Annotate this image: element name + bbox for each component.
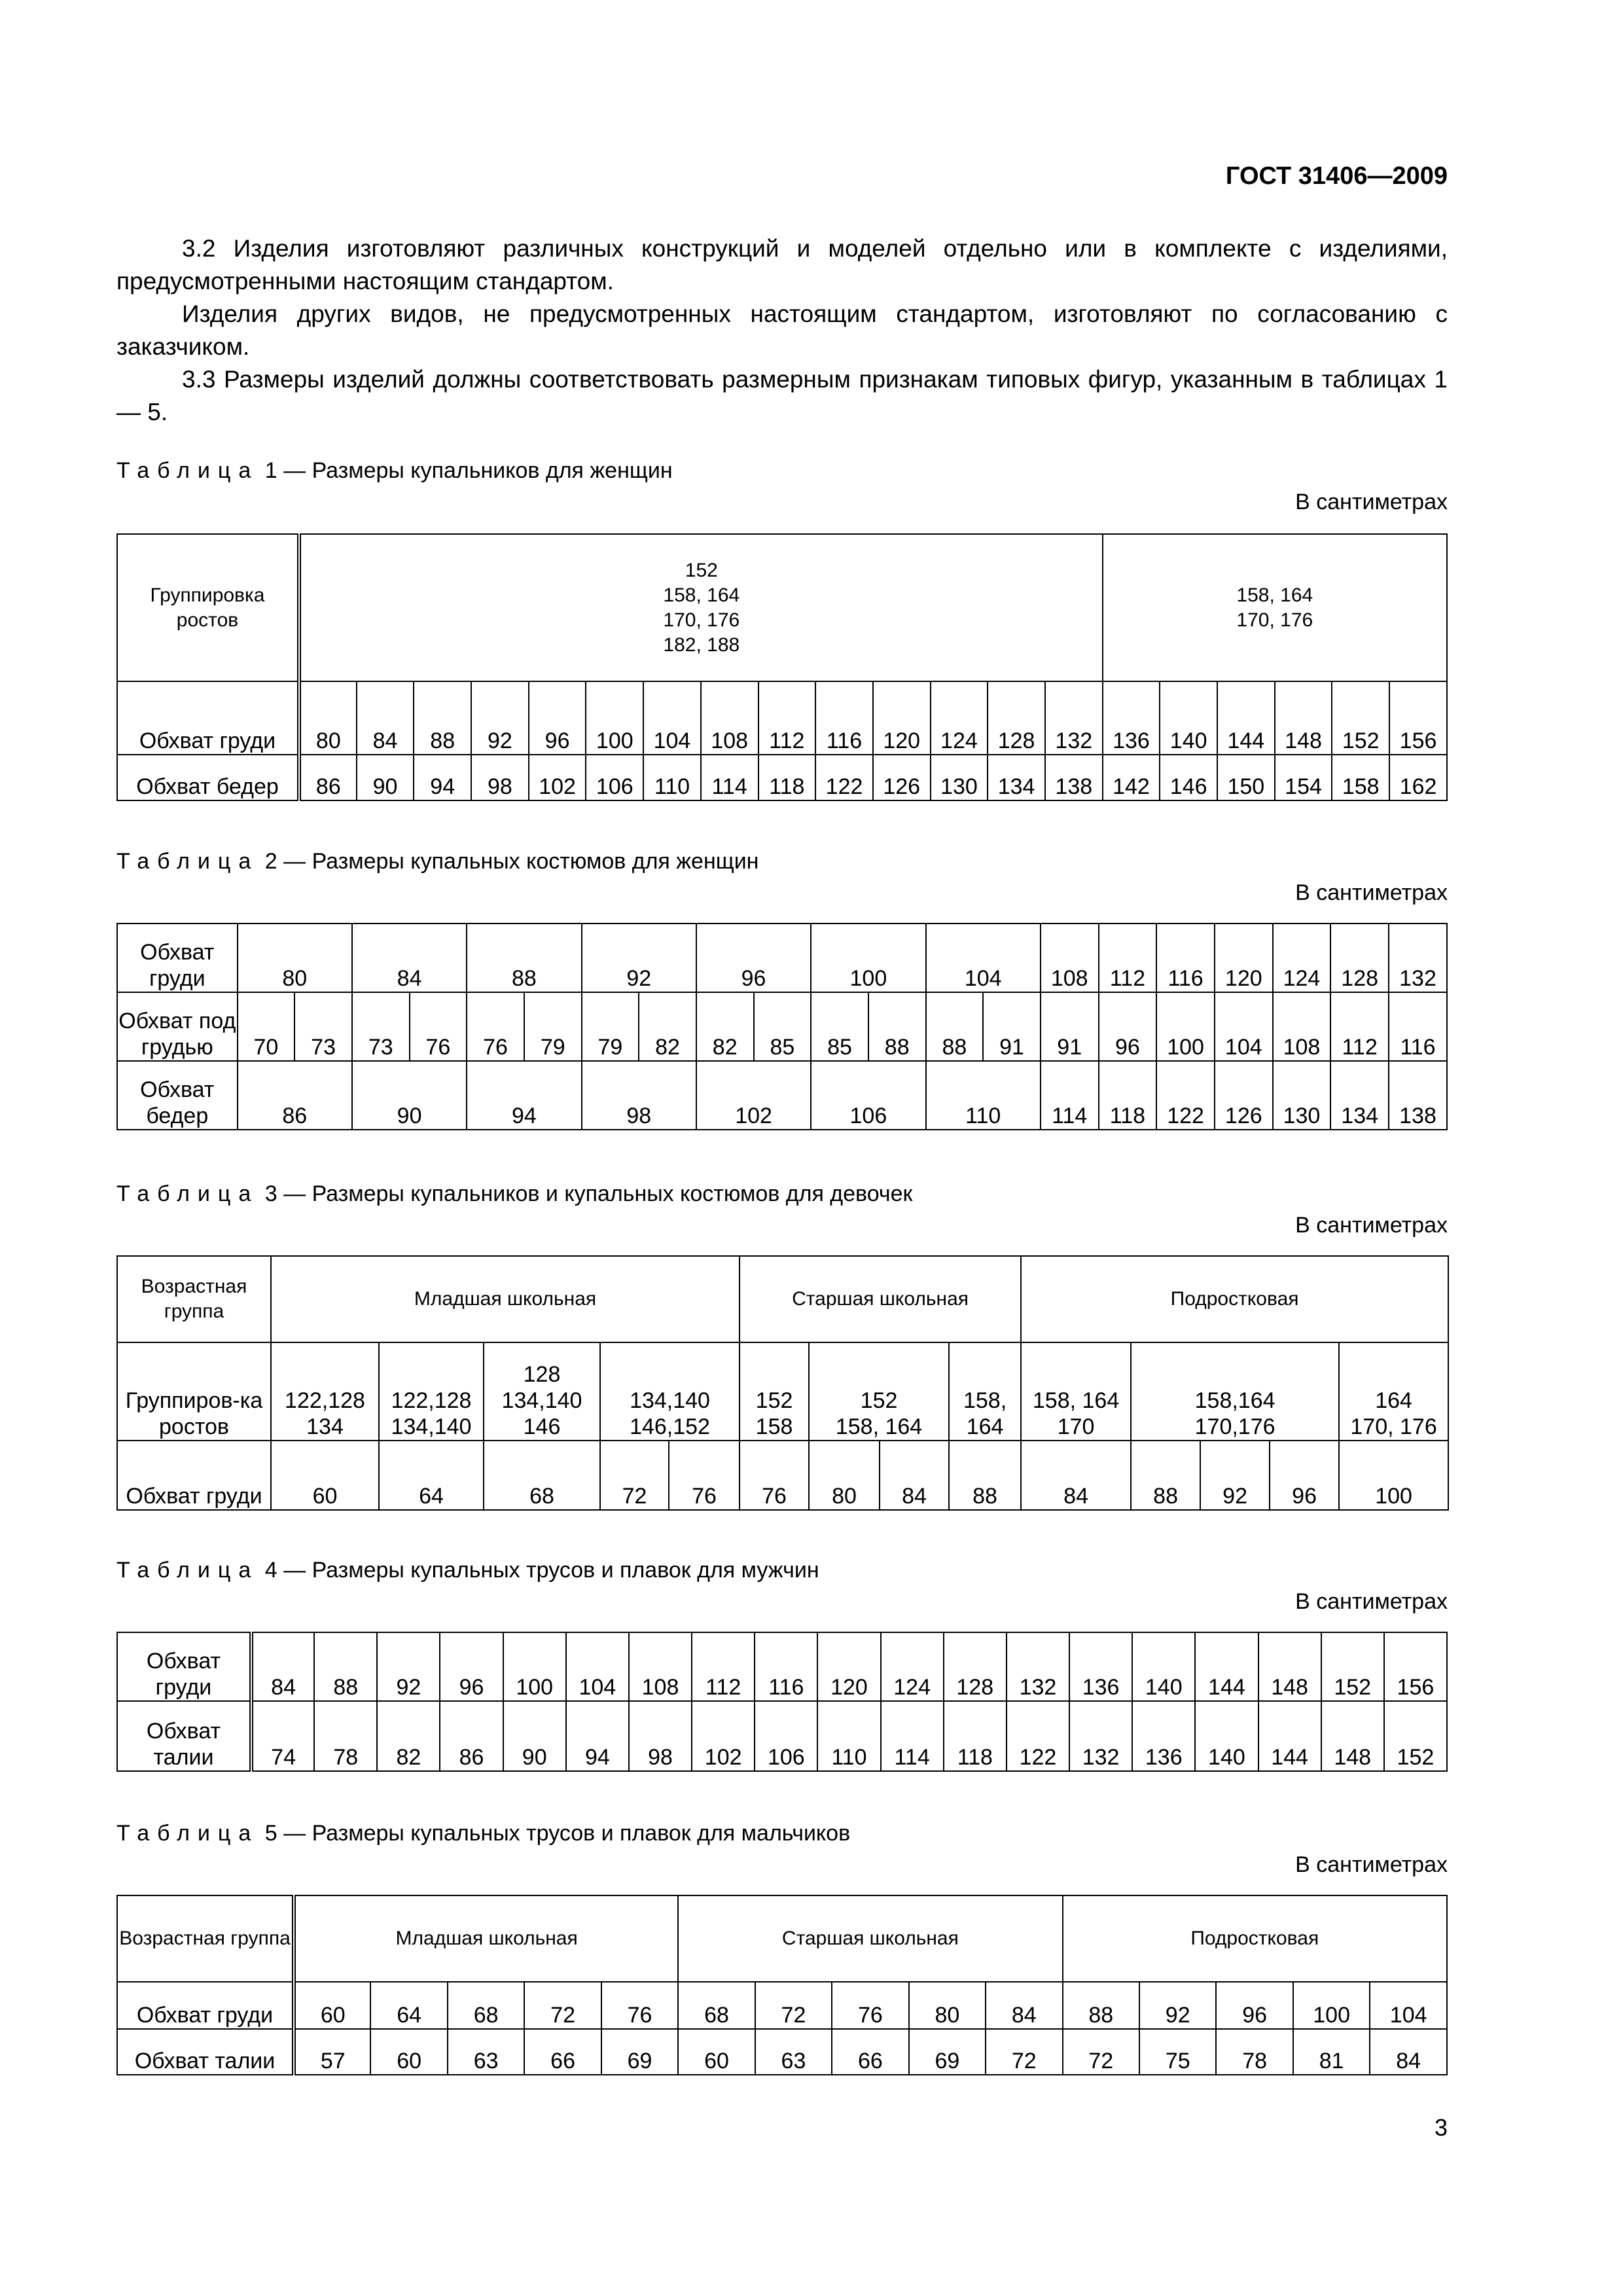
table-cell: 126 xyxy=(873,755,931,800)
paragraph-3-2-b: Изделия других видов, не предусмотренных настоящим стандартом, изготовляют по согласованию с заказчиком. xyxy=(116,300,1448,360)
table-cell: 132 xyxy=(1007,1632,1069,1701)
table-cell: 138 xyxy=(1389,1061,1447,1130)
table-cell: 150 xyxy=(1217,755,1275,800)
table-cell: 104 xyxy=(926,924,1041,992)
table-cell: 84 xyxy=(251,1632,314,1701)
table-cell: 110 xyxy=(817,1701,880,1771)
table3-caption: Таблица 3 — Размеры купальников и купальных костюмов для девочек xyxy=(116,1181,913,1206)
table-cell: 88 xyxy=(1131,1441,1200,1510)
table5-age-teen: Подростковая xyxy=(1063,1895,1447,1982)
table-cell: 72 xyxy=(755,1982,832,2029)
table-cell: 63 xyxy=(755,2029,832,2075)
table-cell: 112 xyxy=(692,1632,755,1701)
table-cell: 94 xyxy=(566,1701,629,1771)
table1-caption: Таблица 1 — Размеры купальников для женщин xyxy=(116,458,673,483)
table-cell: 112 xyxy=(758,681,816,755)
table-cell: 66 xyxy=(524,2029,601,2075)
table-cell: 98 xyxy=(582,1061,696,1130)
table-cell: 90 xyxy=(352,1061,467,1130)
table-cell: 69 xyxy=(909,2029,986,2075)
table1-row1-label: Обхват груди xyxy=(117,681,299,755)
table-cell: 84 xyxy=(1370,2029,1447,2075)
table3-height: 152 158, 164 xyxy=(809,1342,949,1441)
table-cell: 118 xyxy=(758,755,816,800)
table3-height: 134,140 146,152 xyxy=(600,1342,740,1441)
table-cell: 68 xyxy=(678,1982,755,2029)
paragraph-3-3: 3.3 Размеры изделий должны соответствовать размерным признакам типовых фигур, указанным в таблицах 1 — 5. xyxy=(116,366,1448,425)
table-cell: 90 xyxy=(357,755,414,800)
table-cell: 76 xyxy=(669,1441,740,1510)
table-cell: 122 xyxy=(1007,1701,1069,1771)
table5-row1-label: Обхват груди xyxy=(117,1982,294,2029)
table-cell: 138 xyxy=(1045,755,1103,800)
table-cell: 81 xyxy=(1293,2029,1370,2075)
table-cell: 100 xyxy=(586,681,643,755)
table-cell: 136 xyxy=(1103,681,1160,755)
table-cell: 108 xyxy=(629,1632,692,1701)
table-cell: 79 xyxy=(524,992,582,1061)
table-cell: 85 xyxy=(811,992,868,1061)
table5-row2-label: Обхват талии xyxy=(117,2029,294,2075)
table1-group-a xyxy=(299,534,1103,681)
table-cell: 116 xyxy=(755,1632,817,1701)
table3-age-junior: Младшая школьная xyxy=(271,1256,740,1342)
table-cell: 91 xyxy=(983,992,1041,1061)
table-cell: 118 xyxy=(944,1701,1007,1771)
table-cell: 140 xyxy=(1132,1632,1195,1701)
table3-heights-label: Группиров-ка ростов xyxy=(117,1342,271,1441)
table-cell: 88 xyxy=(314,1632,377,1701)
table-cell: 130 xyxy=(1273,1061,1331,1130)
table-cell: 122 xyxy=(1156,1061,1215,1130)
table3-height: 158, 164 170 xyxy=(1021,1342,1131,1441)
table-cell: 98 xyxy=(471,755,529,800)
table-cell: 128 xyxy=(988,681,1045,755)
table3-height: 164 170, 176 xyxy=(1339,1342,1448,1441)
table-cell: 104 xyxy=(566,1632,629,1701)
table-cell: 94 xyxy=(414,755,471,800)
table5-caption: Таблица 5 — Размеры купальных трусов и плавок для мальчиков xyxy=(116,1821,851,1846)
page-number: 3 xyxy=(1434,2114,1448,2141)
table-cell: 162 xyxy=(1389,755,1447,800)
table-cell: 76 xyxy=(740,1441,809,1510)
table-cell: 63 xyxy=(448,2029,524,2075)
table-cell: 120 xyxy=(817,1632,880,1701)
table-cell: 60 xyxy=(294,1982,370,2029)
table3-height: 152 158 xyxy=(740,1342,809,1441)
table-cell: 118 xyxy=(1099,1061,1157,1130)
table4-row1-label: Обхват груди xyxy=(117,1632,251,1701)
table-cell: 100 xyxy=(1339,1441,1448,1510)
table-cell: 86 xyxy=(299,755,357,800)
table-cell: 120 xyxy=(873,681,931,755)
table5-age-label: Возрастная группа xyxy=(117,1895,294,1982)
table-cell: 156 xyxy=(1384,1632,1447,1701)
table-cell: 104 xyxy=(1370,1982,1447,2029)
table1-head-label: Группировка ростов xyxy=(117,534,299,681)
table-cell: 116 xyxy=(1389,992,1447,1061)
table-cell: 84 xyxy=(352,924,467,992)
table3-age-senior: Старшая школьная xyxy=(740,1256,1021,1342)
paragraph-3-2: 3.2 Изделия изготовляют различных конструкций и моделей отдельно или в комплекте с изделиями, предусмотренными настоящим стандартом. xyxy=(116,235,1448,295)
table-cell: 124 xyxy=(881,1632,944,1701)
table-cell: 140 xyxy=(1160,681,1217,755)
table-cell: 92 xyxy=(1200,1441,1270,1510)
table-cell: 114 xyxy=(701,755,758,800)
table-cell: 82 xyxy=(377,1701,440,1771)
table-cell: 80 xyxy=(238,924,352,992)
table3-height: 158,164 170,176 xyxy=(1131,1342,1339,1441)
table-cell: 94 xyxy=(467,1061,581,1130)
table5-unit: В сантиметрах xyxy=(1295,1852,1448,1877)
table-cell: 68 xyxy=(448,1982,524,2029)
table3-height: 122,128 134 xyxy=(271,1342,379,1441)
table-cell: 148 xyxy=(1258,1632,1321,1701)
table-cell: 96 xyxy=(1216,1982,1293,2029)
table1-group-b xyxy=(1103,534,1447,681)
table5-age-senior: Старшая школьная xyxy=(678,1895,1062,1982)
table-cell: 80 xyxy=(299,681,357,755)
table-cell: 98 xyxy=(629,1701,692,1771)
table-cell: 75 xyxy=(1139,2029,1216,2075)
doc-id: ГОСТ 31406—2009 xyxy=(1225,162,1448,190)
table1-unit: В сантиметрах xyxy=(1295,490,1448,514)
table4-caption: Таблица 4 — Размеры купальных трусов и плавок для мужчин xyxy=(116,1558,819,1583)
table-cell: 90 xyxy=(503,1701,566,1771)
table-cell: 116 xyxy=(1156,924,1215,992)
table2 xyxy=(116,923,1448,1130)
table-cell: 76 xyxy=(467,992,524,1061)
table-cell: 132 xyxy=(1069,1701,1132,1771)
table-cell: 100 xyxy=(503,1632,566,1701)
height-group: 158, 164 xyxy=(1236,584,1313,606)
table4-row2-label: Обхват талии xyxy=(117,1701,251,1771)
table-cell: 80 xyxy=(809,1441,880,1510)
table-cell: 158 xyxy=(1332,755,1389,800)
table2-caption: Таблица 2 — Размеры купальных костюмов для женщин xyxy=(116,849,759,874)
table-cell: 128 xyxy=(1330,924,1389,992)
table-cell: 104 xyxy=(643,681,701,755)
table-cell: 78 xyxy=(314,1701,377,1771)
table-cell: 124 xyxy=(931,681,988,755)
table-cell: 57 xyxy=(294,2029,370,2075)
table-cell: 156 xyxy=(1389,681,1447,755)
table3-height: 122,128 134,140 xyxy=(379,1342,484,1441)
table-cell: 106 xyxy=(755,1701,817,1771)
table-cell: 92 xyxy=(1139,1982,1216,2029)
table-cell: 104 xyxy=(1215,992,1273,1061)
table-cell: 108 xyxy=(1273,992,1331,1061)
table-cell: 76 xyxy=(601,1982,678,2029)
table-cell: 70 xyxy=(238,992,295,1061)
table-cell: 85 xyxy=(754,992,812,1061)
table5-age-junior: Младшая школьная xyxy=(294,1895,678,1982)
table-cell: 134 xyxy=(988,755,1045,800)
table1-row2-label: Обхват бедер xyxy=(117,755,299,800)
table-cell: 102 xyxy=(529,755,586,800)
table-cell: 134 xyxy=(1330,1061,1389,1130)
table-cell: 88 xyxy=(1063,1982,1139,2029)
table-cell: 80 xyxy=(909,1982,986,2029)
table2-unit: В сантиметрах xyxy=(1295,880,1448,905)
table-cell: 106 xyxy=(811,1061,925,1130)
table-cell: 102 xyxy=(696,1061,811,1130)
height-group: 158, 164 xyxy=(663,584,740,606)
table3-chest-label: Обхват груди xyxy=(117,1441,271,1510)
table-cell: 100 xyxy=(1156,992,1215,1061)
table3-height: 158, 164 xyxy=(949,1342,1021,1441)
table-cell: 86 xyxy=(238,1061,352,1130)
table-cell: 88 xyxy=(868,992,926,1061)
table-cell: 112 xyxy=(1330,992,1389,1061)
table-cell: 112 xyxy=(1099,924,1157,992)
table-cell: 116 xyxy=(815,681,873,755)
table-cell: 84 xyxy=(1021,1441,1131,1510)
table-cell: 96 xyxy=(1099,992,1157,1061)
table-cell: 92 xyxy=(582,924,696,992)
table-cell: 73 xyxy=(352,992,410,1061)
table-cell: 88 xyxy=(926,992,984,1061)
table-cell: 152 xyxy=(1321,1632,1384,1701)
table-cell: 132 xyxy=(1389,924,1447,992)
table-cell: 72 xyxy=(986,2029,1062,2075)
table-cell: 124 xyxy=(1273,924,1331,992)
table2-row1-label: Обхват груди xyxy=(117,924,238,992)
table-cell: 64 xyxy=(370,1982,447,2029)
table2-row3-label: Обхват бедер xyxy=(117,1061,238,1130)
table-cell: 110 xyxy=(643,755,701,800)
table-cell: 130 xyxy=(931,755,988,800)
table-cell: 126 xyxy=(1215,1061,1273,1130)
table-cell: 73 xyxy=(294,992,352,1061)
table-cell: 88 xyxy=(467,924,581,992)
table-cell: 152 xyxy=(1332,681,1389,755)
table-cell: 72 xyxy=(524,1982,601,2029)
table-cell: 144 xyxy=(1195,1632,1258,1701)
table-cell: 88 xyxy=(949,1441,1021,1510)
table-cell: 92 xyxy=(377,1632,440,1701)
table-cell: 88 xyxy=(414,681,471,755)
table-cell: 152 xyxy=(1384,1701,1447,1771)
table-cell: 76 xyxy=(410,992,467,1061)
height-group: 170, 176 xyxy=(663,609,740,631)
table2-row2-label: Обхват под грудью xyxy=(117,992,238,1061)
table-cell: 146 xyxy=(1160,755,1217,800)
table-cell: 96 xyxy=(696,924,811,992)
table3-age-teen: Подростковая xyxy=(1021,1256,1448,1342)
table-cell: 79 xyxy=(582,992,639,1061)
table-cell: 78 xyxy=(1216,2029,1293,2075)
table-cell: 102 xyxy=(692,1701,755,1771)
table-cell: 144 xyxy=(1217,681,1275,755)
table-cell: 100 xyxy=(1293,1982,1370,2029)
table-cell: 84 xyxy=(986,1982,1062,2029)
table-cell: 108 xyxy=(701,681,758,755)
table3-age-label: Возрастная группа xyxy=(117,1256,271,1342)
table-cell: 84 xyxy=(880,1441,949,1510)
table-cell: 148 xyxy=(1275,681,1332,755)
table4-unit: В сантиметрах xyxy=(1295,1589,1448,1614)
table-cell: 91 xyxy=(1041,992,1099,1061)
table-cell: 136 xyxy=(1132,1701,1195,1771)
height-group: 182, 188 xyxy=(663,634,740,656)
table-cell: 68 xyxy=(484,1441,600,1510)
table3-height: 128 134,140 146 xyxy=(484,1342,600,1441)
table-cell: 60 xyxy=(678,2029,755,2075)
table-cell: 82 xyxy=(639,992,696,1061)
table-cell: 148 xyxy=(1321,1701,1384,1771)
table-cell: 72 xyxy=(600,1441,669,1510)
table-cell: 69 xyxy=(601,2029,678,2075)
table-cell: 96 xyxy=(440,1632,503,1701)
table-cell: 128 xyxy=(944,1632,1007,1701)
table-cell: 122 xyxy=(815,755,873,800)
height-group: 152 xyxy=(685,559,718,581)
table-cell: 108 xyxy=(1041,924,1099,992)
table-cell: 72 xyxy=(1063,2029,1139,2075)
table-cell: 60 xyxy=(370,2029,447,2075)
table-cell: 82 xyxy=(696,992,754,1061)
table-cell: 76 xyxy=(832,1982,908,2029)
table-cell: 142 xyxy=(1103,755,1160,800)
table-cell: 144 xyxy=(1258,1701,1321,1771)
table-cell: 140 xyxy=(1195,1701,1258,1771)
table-cell: 132 xyxy=(1045,681,1103,755)
table-cell: 60 xyxy=(271,1441,379,1510)
table-cell: 92 xyxy=(471,681,529,755)
height-group: 170, 176 xyxy=(1236,609,1313,631)
table-cell: 100 xyxy=(811,924,925,992)
table-cell: 136 xyxy=(1069,1632,1132,1701)
table-cell: 106 xyxy=(586,755,643,800)
table-cell: 120 xyxy=(1215,924,1273,992)
table-cell: 110 xyxy=(926,1061,1041,1130)
table3 xyxy=(116,1255,1449,1511)
table1 xyxy=(116,533,1448,801)
table-cell: 86 xyxy=(440,1701,503,1771)
table-cell: 66 xyxy=(832,2029,908,2075)
table4 xyxy=(116,1632,1448,1772)
table-cell: 114 xyxy=(881,1701,944,1771)
table-cell: 154 xyxy=(1275,755,1332,800)
table5 xyxy=(116,1895,1448,2075)
table-cell: 96 xyxy=(1270,1441,1339,1510)
table-cell: 114 xyxy=(1041,1061,1099,1130)
table-cell: 84 xyxy=(357,681,414,755)
table-cell: 64 xyxy=(379,1441,484,1510)
table-cell: 96 xyxy=(529,681,586,755)
table-cell: 74 xyxy=(251,1701,314,1771)
table3-unit: В сантиметрах xyxy=(1295,1213,1448,1238)
